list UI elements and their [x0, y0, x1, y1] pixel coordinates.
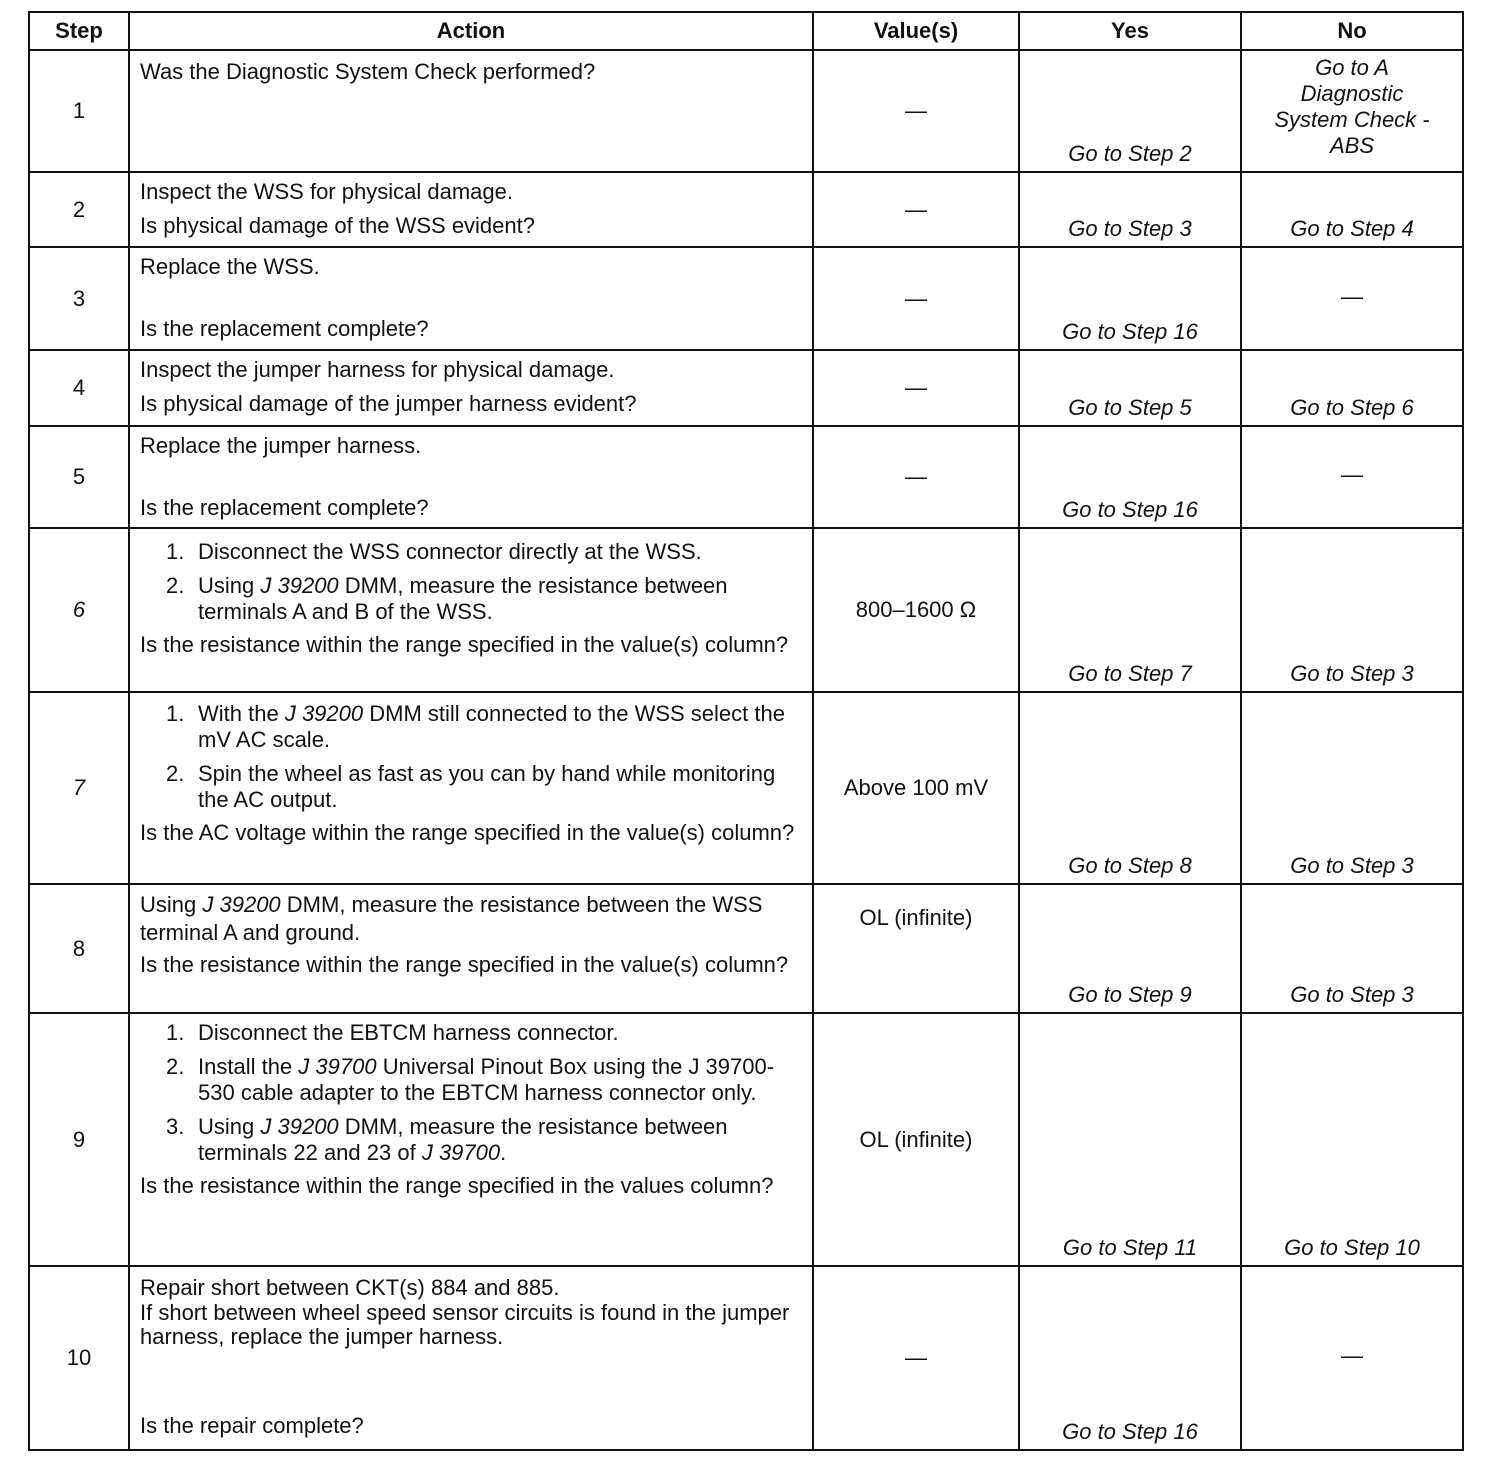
action-cell	[129, 172, 813, 247]
header-step: Step	[29, 12, 129, 50]
action-text: If short between wheel speed sensor circuits is found in the jumper harness, replace the jumper harness.	[140, 1300, 790, 1349]
list-item	[166, 701, 804, 753]
list-item	[166, 539, 804, 565]
action-cell	[129, 50, 813, 172]
substep-text: DMM, measure the resistance between terminals 22 and 23 of	[198, 1114, 728, 1165]
yes-cell: Go to Step 16	[1019, 426, 1241, 528]
substep-text: With the	[198, 701, 279, 726]
table-row	[29, 1013, 1463, 1266]
value-cell: OL (infinite)	[813, 884, 1019, 1013]
action-text-part: DMM, measure the resistance between the WSS terminal A and ground.	[140, 892, 763, 945]
table-row	[29, 884, 1463, 1013]
substep-list	[140, 701, 804, 813]
action-text: Was the Diagnostic System Check performed?	[140, 59, 596, 84]
no-cell: Go to Step 4	[1241, 172, 1463, 247]
action-question: Is the repair complete?	[140, 1413, 364, 1438]
action-cell	[129, 528, 813, 692]
step-number: 4	[29, 350, 129, 426]
no-cell: Go to Step 3	[1241, 884, 1463, 1013]
yes-cell: Go to Step 3	[1019, 172, 1241, 247]
substep-number: 1.	[166, 539, 185, 564]
step-number: 3	[29, 247, 129, 350]
substep-text: Disconnect the EBTCM harness connector.	[198, 1020, 619, 1045]
diagnostic-table	[28, 11, 1464, 1451]
value-cell: —	[813, 350, 1019, 426]
substep-text: DMM still connected to the WSS select the mV AC scale.	[198, 701, 785, 752]
tool-reference: J 39200	[260, 1114, 339, 1139]
yes-cell: Go to Step 11	[1019, 1013, 1241, 1266]
table-row	[29, 172, 1463, 247]
substep-text: Install the	[198, 1054, 293, 1079]
action-text: Inspect the WSS for physical damage.	[140, 179, 513, 204]
action-text: Inspect the jumper harness for physical damage.	[140, 357, 615, 382]
action-text: Replace the WSS.	[140, 254, 320, 279]
no-reference: A Diagnostic System Check - ABS	[1274, 55, 1430, 158]
action-cell	[129, 692, 813, 884]
table-row	[29, 50, 1463, 172]
value-cell: 800–1600 Ω	[813, 528, 1019, 692]
yes-cell: Go to Step 16	[1019, 247, 1241, 350]
action-text: Repair short between CKT(s) 884 and 885.	[140, 1275, 560, 1300]
header-yes: Yes	[1019, 12, 1241, 50]
list-item	[166, 761, 804, 813]
value-cell: OL (infinite)	[813, 1013, 1019, 1266]
tool-reference: J 39200	[202, 892, 281, 917]
tool-reference: J 39700	[421, 1140, 501, 1165]
substep-text: DMM, measure the resistance between terminals A and B of the WSS.	[198, 573, 728, 624]
list-item	[166, 1054, 804, 1106]
step-number: 9	[29, 1013, 129, 1266]
no-cell	[1241, 50, 1463, 172]
step-number: 1	[29, 50, 129, 172]
step-number: 6	[29, 528, 129, 692]
table-row	[29, 692, 1463, 884]
tool-reference: J 39200	[260, 573, 339, 598]
table-row	[29, 350, 1463, 426]
substep-text: Disconnect the WSS connector directly at the WSS.	[198, 539, 702, 564]
action-text	[140, 891, 804, 947]
no-prefix: Go to	[1315, 55, 1369, 80]
no-cell: Go to Step 10	[1241, 1013, 1463, 1266]
yes-cell: Go to Step 16	[1019, 1266, 1241, 1450]
yes-cell: Go to Step 9	[1019, 884, 1241, 1013]
list-item	[166, 1114, 804, 1166]
no-cell: —	[1241, 247, 1463, 350]
yes-cell: Go to Step 5	[1019, 350, 1241, 426]
action-cell	[129, 350, 813, 426]
table-row	[29, 1266, 1463, 1450]
action-text: Replace the jumper harness.	[140, 433, 422, 458]
step-number: 10	[29, 1266, 129, 1450]
action-question: Is the AC voltage within the range specified in the value(s) column?	[140, 820, 795, 845]
action-question: Is physical damage of the WSS evident?	[140, 213, 535, 238]
action-cell	[129, 884, 813, 1013]
header-no: No	[1241, 12, 1463, 50]
header-action: Action	[129, 12, 813, 50]
no-cell: Go to Step 3	[1241, 692, 1463, 884]
table-row	[29, 528, 1463, 692]
step-number: 2	[29, 172, 129, 247]
substep-text: Using	[198, 573, 255, 598]
value-cell: —	[813, 172, 1019, 247]
action-cell	[129, 1266, 813, 1450]
no-cell: Go to Step 6	[1241, 350, 1463, 426]
value-cell: Above 100 mV	[813, 692, 1019, 884]
substep-number: 2.	[166, 761, 185, 786]
action-text-part: Using	[140, 892, 197, 917]
value-cell: —	[813, 426, 1019, 528]
no-cell: —	[1241, 426, 1463, 528]
substep-list	[140, 1020, 804, 1166]
tool-reference: J 39200	[284, 701, 364, 726]
action-question: Is the replacement complete?	[140, 316, 429, 341]
action-question: Is the resistance within the range specified in the value(s) column?	[140, 952, 789, 977]
action-cell	[129, 247, 813, 350]
substep-list	[140, 539, 804, 625]
action-cell	[129, 426, 813, 528]
action-question: Is the resistance within the range specified in the value(s) column?	[140, 632, 789, 657]
action-question: Is the resistance within the range specified in the values column?	[140, 1173, 774, 1198]
list-item	[166, 573, 804, 625]
substep-number: 2.	[166, 1054, 185, 1079]
substep-number: 3.	[166, 1114, 185, 1139]
value-cell: —	[813, 1266, 1019, 1450]
substep-text: Using	[198, 1114, 255, 1139]
value-cell: —	[813, 50, 1019, 172]
table-row	[29, 426, 1463, 528]
no-cell: Go to Step 3	[1241, 528, 1463, 692]
action-question: Is the replacement complete?	[140, 495, 429, 520]
no-cell: —	[1241, 1266, 1463, 1450]
table-row	[29, 247, 1463, 350]
tool-reference: J 39700	[298, 1054, 377, 1079]
substep-text: Spin the wheel as fast as you can by hand while monitoring the AC output.	[198, 761, 776, 812]
substep-number: 2.	[166, 573, 185, 598]
step-number: 5	[29, 426, 129, 528]
yes-cell: Go to Step 2	[1019, 50, 1241, 172]
substep-number: 1.	[166, 701, 185, 726]
action-question: Is physical damage of the jumper harness evident?	[140, 391, 637, 416]
list-item	[166, 1020, 804, 1046]
value-cell: —	[813, 247, 1019, 350]
step-number: 8	[29, 884, 129, 1013]
header-values: Value(s)	[813, 12, 1019, 50]
yes-cell: Go to Step 8	[1019, 692, 1241, 884]
yes-cell: Go to Step 7	[1019, 528, 1241, 692]
substep-text: Universal Pinout Box using the J 39700-530 cable adapter to the EBTCM harness connector only.	[198, 1054, 775, 1105]
substep-number: 1.	[166, 1020, 185, 1045]
action-cell	[129, 1013, 813, 1266]
step-number: 7	[29, 692, 129, 884]
table-header-row	[29, 12, 1463, 50]
substep-text: .	[500, 1140, 507, 1165]
